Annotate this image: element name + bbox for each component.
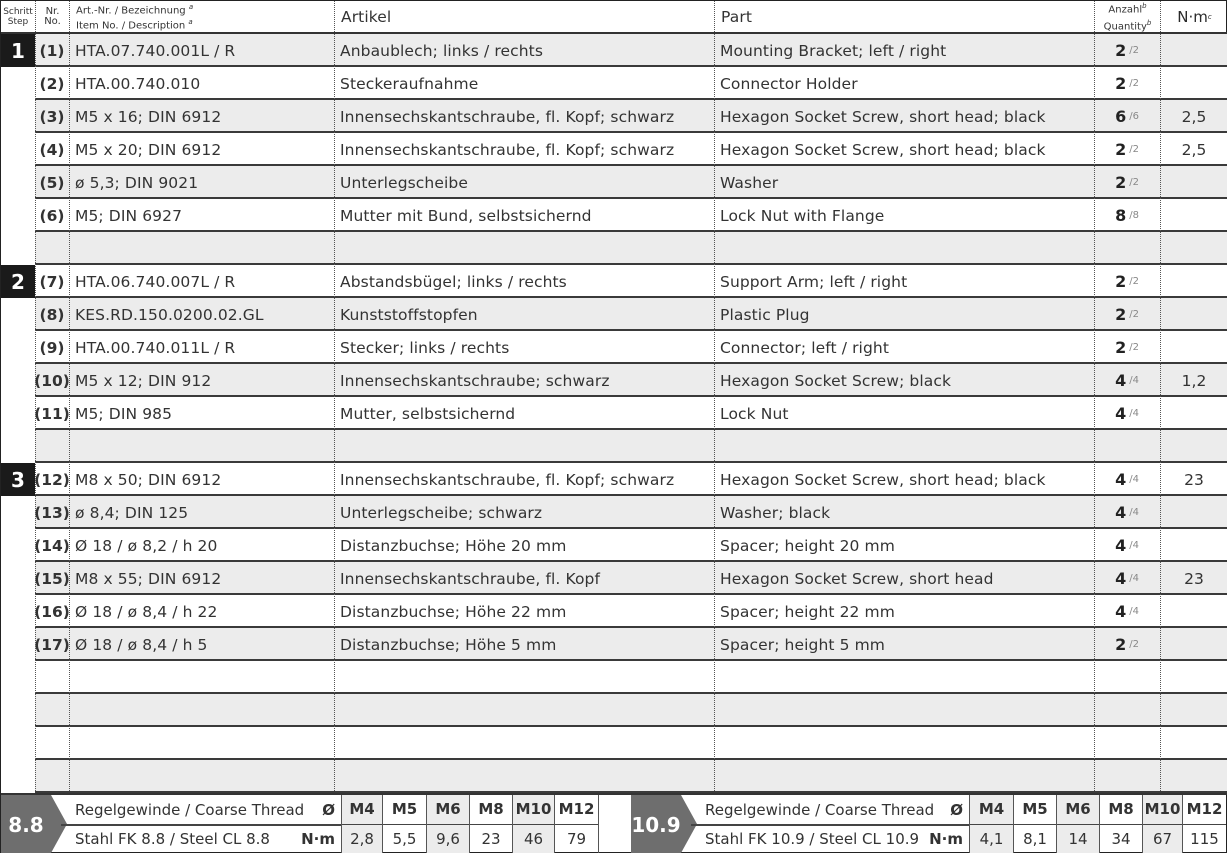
header-qty-de: Anzahl — [1108, 4, 1143, 16]
part-en — [714, 661, 1094, 694]
table-header — [1, 1, 1227, 34]
quantity — [1094, 199, 1160, 232]
table-row — [1, 265, 1227, 298]
torque-column — [341, 795, 382, 853]
row-number: (13) — [34, 503, 70, 522]
torque-column — [512, 795, 554, 853]
quantity — [1094, 34, 1160, 67]
table-row — [1, 100, 1227, 133]
table-row — [1, 463, 1227, 496]
row-number: (1) — [39, 41, 65, 60]
quantity — [1094, 529, 1160, 562]
quantity-value: 4 — [1115, 371, 1127, 390]
torque-value — [1160, 232, 1227, 265]
table-row-empty — [1, 232, 1227, 265]
thread-size: M6 — [1057, 795, 1099, 825]
grade-badge: 8.8 — [1, 795, 51, 853]
thread-size: M8 — [470, 795, 512, 825]
torque-nm: 46 — [523, 830, 544, 849]
footnote-b: b — [1142, 2, 1147, 11]
item-number: HTA.00.740.011L / R — [75, 338, 236, 357]
quantity — [1094, 760, 1160, 793]
quantity-value: 4 — [1115, 470, 1127, 489]
quantity — [1094, 100, 1160, 133]
torque-value — [1160, 595, 1227, 628]
torque-value: 23 — [1184, 470, 1204, 489]
table-row — [1, 67, 1227, 100]
quantity-total: /4 — [1129, 507, 1139, 518]
quantity-value: 2 — [1115, 74, 1127, 93]
quantity-total: /2 — [1129, 342, 1139, 353]
quantity — [1094, 463, 1160, 496]
thread-size: M4 — [342, 795, 382, 825]
quantity-value: 4 — [1115, 503, 1127, 522]
artikel-de: Distanzbuchse; Höhe 5 mm — [340, 635, 557, 654]
thread-label: Regelgewinde / Coarse Thread — [705, 800, 935, 819]
artikel-de — [334, 760, 714, 793]
torque-value — [1160, 661, 1227, 694]
torque-value — [1160, 331, 1227, 364]
item-number: HTA.06.740.007L / R — [75, 272, 236, 291]
header-quantity — [1094, 1, 1160, 32]
item-number: M5 x 16; DIN 6912 — [75, 107, 222, 126]
thread-label: Regelgewinde / Coarse Thread — [75, 800, 305, 819]
quantity-value: 8 — [1115, 206, 1127, 225]
item-number — [69, 760, 334, 793]
quantity — [1094, 595, 1160, 628]
item-number — [69, 232, 334, 265]
footnote-b: b — [1146, 18, 1152, 27]
part-en: Connector Holder — [720, 74, 858, 93]
part-en: Hexagon Socket Screw; black — [720, 371, 952, 390]
footnote-a: a — [188, 3, 194, 12]
row-number: (2) — [39, 74, 65, 93]
item-number: M5; DIN 985 — [75, 404, 173, 423]
header-step-de: Schritt — [3, 6, 33, 17]
header-step — [1, 1, 35, 32]
column-divider — [69, 34, 70, 791]
item-number: M5 x 20; DIN 6912 — [75, 140, 222, 159]
quantity-value: 2 — [1115, 305, 1127, 324]
artikel-de — [334, 430, 714, 463]
row-number: (12) — [34, 470, 70, 489]
table-row-empty — [1, 760, 1227, 793]
footnote-c: c — [1207, 12, 1212, 21]
torque-column — [382, 795, 426, 853]
item-number — [69, 694, 334, 727]
item-number: Ø 18 / ø 8,4 / h 5 — [75, 635, 208, 654]
torque-value: 23 — [1184, 569, 1204, 588]
row-number: (15) — [34, 569, 70, 588]
torque-value — [1160, 265, 1227, 298]
thread-size: M10 — [1143, 795, 1182, 825]
diameter-symbol: Ø — [322, 800, 335, 819]
header-artikel: Artikel — [334, 1, 714, 32]
torque-value — [1160, 298, 1227, 331]
header-no — [35, 1, 69, 32]
artikel-de: Stecker; links / rechts — [340, 338, 510, 357]
item-number: ø 8,4; DIN 125 — [75, 503, 189, 522]
part-en: Washer — [720, 173, 779, 192]
quantity-total: /2 — [1129, 309, 1139, 320]
torque-nm: 14 — [1068, 830, 1088, 849]
quantity — [1094, 298, 1160, 331]
row-number: (10) — [34, 371, 70, 390]
column-divider — [1094, 34, 1095, 791]
torque-value: 1,2 — [1181, 371, 1207, 390]
table-row-empty — [1, 430, 1227, 463]
artikel-de: Innensechskantschraube, fl. Kopf — [340, 569, 601, 588]
torque-value — [1160, 727, 1227, 760]
quantity-value: 2 — [1115, 41, 1127, 60]
diameter-symbol: Ø — [950, 800, 963, 819]
part-en: Lock Nut with Flange — [720, 206, 885, 225]
quantity — [1094, 628, 1160, 661]
quantity-total: /4 — [1129, 606, 1139, 617]
header-qty-en: Quantity — [1103, 20, 1147, 32]
artikel-de: Innensechskantschraube, fl. Kopf; schwarz — [340, 107, 675, 126]
item-number: Ø 18 / ø 8,4 / h 22 — [75, 602, 218, 621]
thread-size: M6 — [427, 795, 469, 825]
artikel-de: Unterlegscheibe; schwarz — [340, 503, 543, 522]
row-number: (14) — [34, 536, 70, 555]
quantity-total: /2 — [1129, 639, 1139, 650]
artikel-de: Steckeraufnahme — [340, 74, 479, 93]
torque-reference — [1, 793, 1227, 853]
part-en — [714, 727, 1094, 760]
part-en: Mounting Bracket; left / right — [720, 41, 947, 60]
quantity — [1094, 727, 1160, 760]
table-row — [1, 529, 1227, 562]
torque-nm: 67 — [1152, 830, 1173, 849]
row-number — [35, 727, 69, 760]
quantity — [1094, 694, 1160, 727]
part-en: Connector; left / right — [720, 338, 889, 357]
artikel-de — [334, 661, 714, 694]
row-number — [35, 430, 69, 463]
row-number: (17) — [34, 635, 70, 654]
table-row — [1, 331, 1227, 364]
quantity-value: 2 — [1115, 140, 1127, 159]
torque-value — [1160, 430, 1227, 463]
item-number — [69, 430, 334, 463]
quantity-total: /2 — [1129, 177, 1139, 188]
torque-nm: 8,1 — [1023, 830, 1047, 849]
row-number: (16) — [34, 602, 70, 621]
torque-nm: 2,8 — [350, 830, 374, 849]
row-number: (11) — [34, 404, 70, 423]
quantity-value: 4 — [1115, 404, 1127, 423]
item-number: KES.RD.150.0200.02.GL — [75, 305, 264, 324]
row-number: (6) — [39, 206, 65, 225]
quantity — [1094, 133, 1160, 166]
quantity-total: /4 — [1129, 573, 1139, 584]
quantity-value: 4 — [1115, 536, 1127, 555]
part-en: Spacer; height 20 mm — [720, 536, 895, 555]
quantity-total: /2 — [1129, 276, 1139, 287]
torque-nm: 115 — [1190, 830, 1219, 849]
torque-nm: 79 — [566, 830, 587, 849]
table-row — [1, 496, 1227, 529]
step-badge: 2 — [1, 265, 35, 298]
thread-size: M5 — [383, 795, 426, 825]
part-en: Support Arm; left / right — [720, 272, 908, 291]
quantity — [1094, 562, 1160, 595]
row-number: (8) — [39, 305, 65, 324]
artikel-de: Distanzbuchse; Höhe 22 mm — [340, 602, 567, 621]
torque-column — [1182, 795, 1226, 853]
torque-value — [1160, 760, 1227, 793]
artikel-de: Innensechskantschraube, fl. Kopf; schwarz — [340, 140, 675, 159]
step-badge: 1 — [1, 34, 35, 67]
artikel-de: Innensechskantschraube; schwarz — [340, 371, 610, 390]
torque-unit: N·m — [929, 830, 963, 849]
table-row-empty — [1, 661, 1227, 694]
column-divider — [35, 34, 36, 791]
column-divider — [334, 34, 335, 791]
table-row — [1, 595, 1227, 628]
thread-size: M10 — [513, 795, 554, 825]
quantity-total: /2 — [1129, 45, 1139, 56]
thread-size: M8 — [1100, 795, 1142, 825]
torque-value — [1160, 529, 1227, 562]
steel-row-label — [705, 825, 963, 853]
row-number: (9) — [39, 338, 65, 357]
artikel-de: Distanzbuchse; Höhe 20 mm — [340, 536, 567, 555]
table-row — [1, 34, 1227, 67]
part-en: Hexagon Socket Screw, short head; black — [720, 107, 1046, 126]
torque-nm: 23 — [481, 830, 501, 849]
torque-column — [1013, 795, 1056, 853]
quantity-total: /4 — [1129, 375, 1139, 386]
quantity-value: 2 — [1115, 635, 1127, 654]
quantity-total: /6 — [1129, 111, 1139, 122]
item-number: Ø 18 / ø 8,2 / h 20 — [75, 536, 218, 555]
thread-size: M4 — [970, 795, 1013, 825]
part-en: Washer; black — [720, 503, 831, 522]
header-item — [69, 1, 334, 32]
torque-value: 2,5 — [1181, 140, 1207, 159]
artikel-de: Unterlegscheibe — [340, 173, 468, 192]
torque-unit: N·m — [301, 830, 335, 849]
thread-size: M5 — [1014, 795, 1056, 825]
torque-value — [1160, 397, 1227, 430]
row-number — [35, 694, 69, 727]
item-number — [69, 727, 334, 760]
torque-value — [1160, 166, 1227, 199]
spacer — [598, 824, 631, 826]
part-en — [714, 232, 1094, 265]
header-no-en: No. — [44, 15, 61, 27]
artikel-de: Abstandsbügel; links / rechts — [340, 272, 567, 291]
row-number: (4) — [39, 140, 65, 159]
table-row — [1, 133, 1227, 166]
quantity — [1094, 232, 1160, 265]
part-en: Plastic Plug — [720, 305, 810, 324]
row-number — [35, 232, 69, 265]
column-divider — [1160, 34, 1161, 791]
torque-nm: 34 — [1111, 830, 1131, 849]
quantity — [1094, 661, 1160, 694]
part-en: Hexagon Socket Screw, short head — [720, 569, 994, 588]
footnote-a: a — [188, 17, 193, 26]
item-number: ø 5,3; DIN 9021 — [75, 173, 199, 192]
row-number: (7) — [39, 272, 65, 291]
part-en: Hexagon Socket Screw, short head; black — [720, 470, 1046, 489]
torque-column — [1099, 795, 1142, 853]
quantity-value: 2 — [1115, 338, 1127, 357]
artikel-de — [334, 232, 714, 265]
artikel-de: Kunststoffstopfen — [340, 305, 478, 324]
column-divider — [714, 34, 715, 791]
item-number: HTA.07.740.001L / R — [75, 41, 236, 60]
item-number: M8 x 50; DIN 6912 — [75, 470, 222, 489]
table-row — [1, 166, 1227, 199]
row-number — [35, 760, 69, 793]
table-row — [1, 298, 1227, 331]
header-item-en: Item No. / Description — [76, 19, 186, 31]
artikel-de — [334, 694, 714, 727]
part-en — [714, 760, 1094, 793]
torque-value — [1160, 67, 1227, 100]
item-number: HTA.00.740.010 — [75, 74, 201, 93]
part-en — [714, 694, 1094, 727]
quantity-value: 2 — [1115, 272, 1127, 291]
quantity-value: 6 — [1115, 107, 1127, 126]
torque-column — [426, 795, 469, 853]
quantity — [1094, 364, 1160, 397]
thread-row-label — [75, 795, 335, 825]
part-en: Lock Nut — [720, 404, 789, 423]
quantity — [1094, 67, 1160, 100]
item-number — [69, 661, 334, 694]
thread-size: M12 — [1183, 795, 1226, 825]
quantity-total: /2 — [1129, 78, 1139, 89]
torque-nm: 9,6 — [436, 830, 460, 849]
artikel-de: Innensechskantschraube, fl. Kopf; schwarz — [340, 470, 675, 489]
item-number: M5; DIN 6927 — [75, 206, 183, 225]
artikel-de: Mutter mit Bund, selbstsichernd — [340, 206, 592, 225]
header-no-de: Nr. — [45, 5, 60, 17]
torque-column — [969, 795, 1013, 853]
torque-value — [1160, 694, 1227, 727]
torque-value — [1160, 628, 1227, 661]
header-torque — [1160, 1, 1227, 32]
quantity-total: /2 — [1129, 144, 1139, 155]
header-torque-unit: N·m — [1177, 7, 1208, 26]
artikel-de: Mutter, selbstsichernd — [340, 404, 516, 423]
quantity-total: /8 — [1129, 210, 1139, 221]
table-row — [1, 364, 1227, 397]
table-row — [1, 397, 1227, 430]
table-row — [1, 562, 1227, 595]
quantity — [1094, 496, 1160, 529]
item-number: M8 x 55; DIN 6912 — [75, 569, 222, 588]
step-badge: 3 — [1, 463, 35, 496]
quantity — [1094, 397, 1160, 430]
row-number: (3) — [39, 107, 65, 126]
artikel-de — [334, 727, 714, 760]
torque-value — [1160, 34, 1227, 67]
header-step-en: Step — [7, 16, 29, 27]
part-en: Spacer; height 22 mm — [720, 602, 895, 621]
quantity-total: /4 — [1129, 540, 1139, 551]
part-en: Hexagon Socket Screw, short head; black — [720, 140, 1046, 159]
thread-size: M12 — [555, 795, 598, 825]
item-number: M5 x 12; DIN 912 — [75, 371, 212, 390]
torque-nm: 5,5 — [392, 830, 417, 849]
quantity-total: /4 — [1129, 474, 1139, 485]
torque-value — [1160, 496, 1227, 529]
table-row — [1, 628, 1227, 661]
torque-column — [469, 795, 512, 853]
artikel-de: Anbaublech; links / rechts — [340, 41, 543, 60]
quantity — [1094, 265, 1160, 298]
steel-label: Stahl FK 10.9 / Steel CL 10.9 — [705, 830, 920, 849]
row-number: (5) — [39, 173, 65, 192]
table-row — [1, 199, 1227, 232]
quantity-value: 4 — [1115, 569, 1127, 588]
part-en: Spacer; height 5 mm — [720, 635, 885, 654]
quantity-value: 4 — [1115, 602, 1127, 621]
torque-column — [1056, 795, 1099, 853]
quantity — [1094, 430, 1160, 463]
torque-value — [1160, 199, 1227, 232]
quantity — [1094, 331, 1160, 364]
quantity — [1094, 166, 1160, 199]
quantity-total: /4 — [1129, 408, 1139, 419]
torque-column — [554, 795, 598, 853]
header-item-de: Art.-Nr. / Bezeichnung — [76, 5, 186, 17]
part-en — [714, 430, 1094, 463]
table-row-empty — [1, 694, 1227, 727]
quantity-value: 2 — [1115, 173, 1127, 192]
header-part: Part — [714, 1, 1094, 32]
torque-column — [1142, 795, 1182, 853]
table-row-empty — [1, 727, 1227, 760]
torque-value: 2,5 — [1181, 107, 1207, 126]
torque-nm: 4,1 — [979, 830, 1004, 849]
steel-row-label — [75, 825, 335, 853]
steel-label: Stahl FK 8.8 / Steel CL 8.8 — [75, 830, 270, 849]
thread-row-label — [705, 795, 963, 825]
grade-badge: 10.9 — [631, 795, 681, 853]
row-number — [35, 661, 69, 694]
